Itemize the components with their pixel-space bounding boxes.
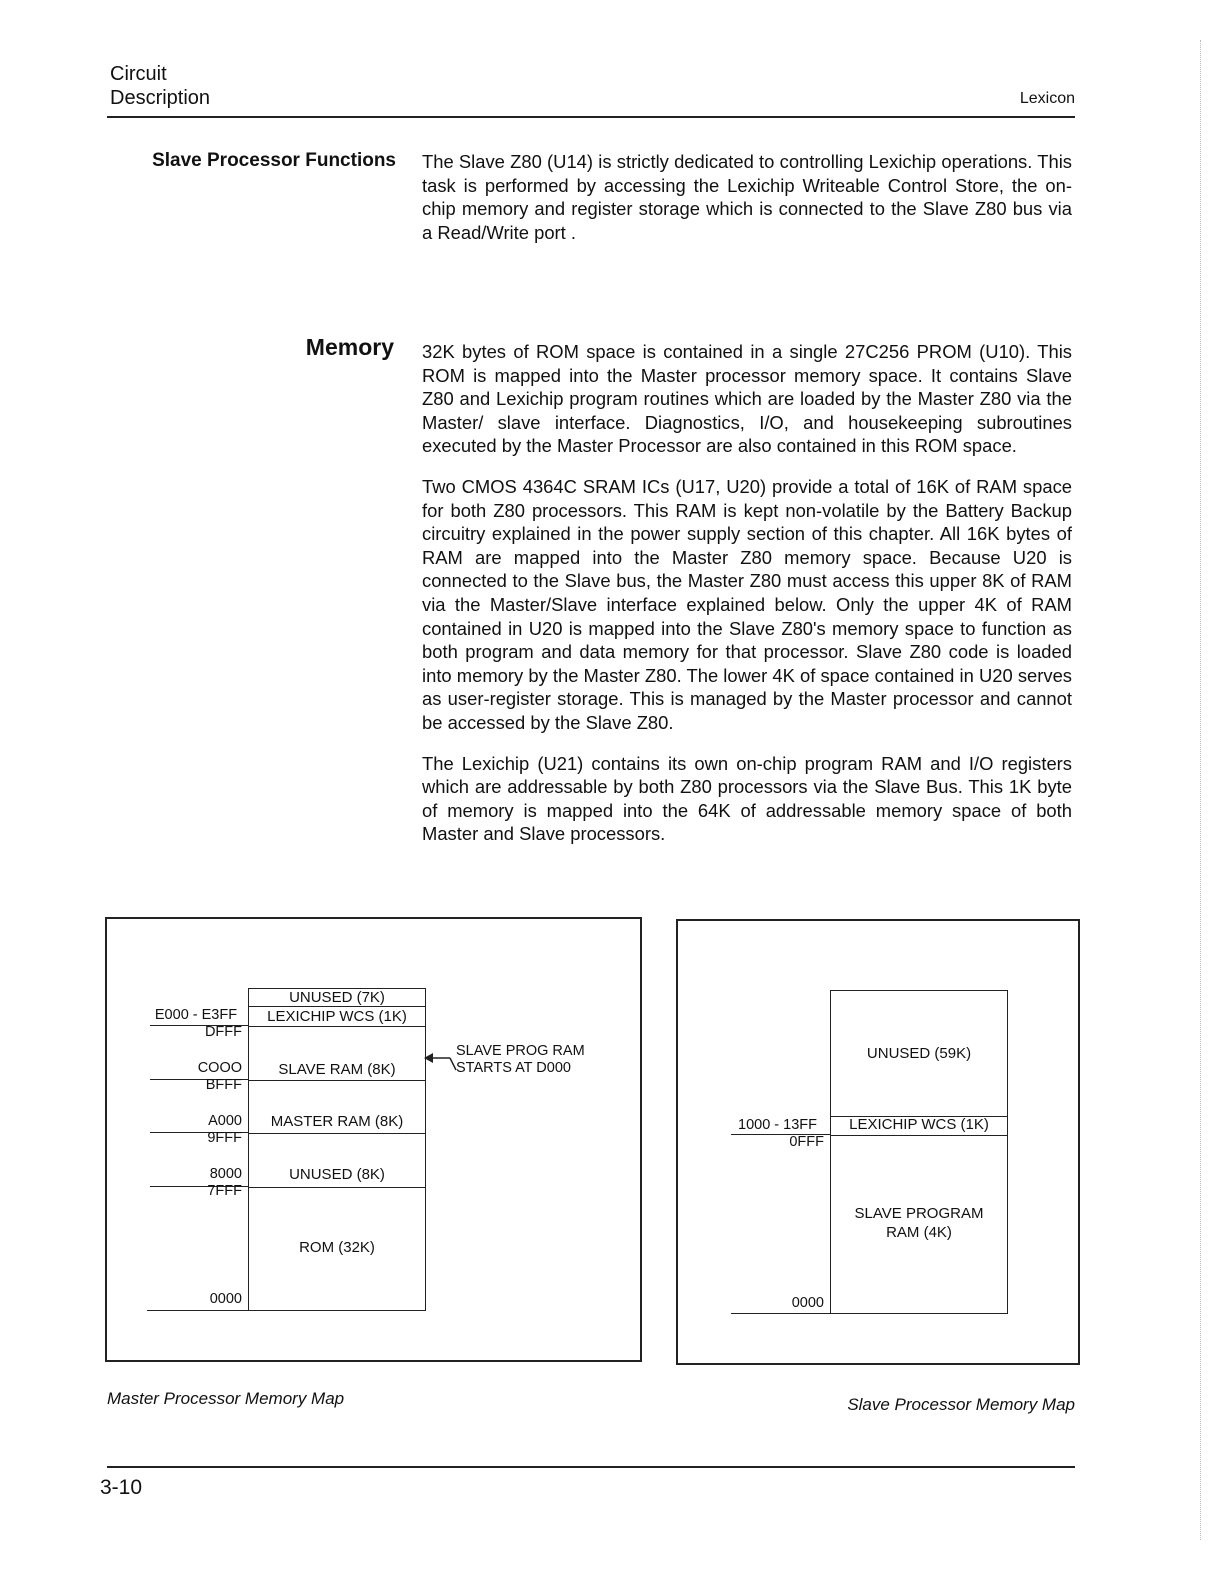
slave-divider <box>731 1313 830 1314</box>
slave-functions-heading: Slave Processor Functions <box>152 150 396 171</box>
memory-body <box>422 340 1072 863</box>
slave-address-1000: 1000 - 13FF <box>738 1117 817 1133</box>
memory-paragraph-lexichip: The Lexichip (U21) contains its own on-chip program RAM and I/O registers which are addressable by both Z80 processors via the Slave Bus. This 1K byte of memory is mapped into the 64K of addressable memory space of both Master and Slave processors. <box>422 752 1072 845</box>
slave-block-program-ram-line2: RAM (4K) <box>886 1224 952 1241</box>
slave-block-unused-59k: UNUSED (59K) <box>830 990 1008 1116</box>
slave-address-0fff: 0FFF <box>789 1134 824 1150</box>
slave-address-0000: 0000 <box>791 1295 824 1311</box>
section-title <box>110 62 210 110</box>
master-address-bfff: BFFF <box>205 1077 242 1093</box>
slave-prog-ram-note-line1: SLAVE PROG RAM <box>456 1043 585 1059</box>
slave-map-caption: Slave Processor Memory Map <box>847 1395 1075 1414</box>
brand-label: Lexicon <box>1019 90 1075 107</box>
master-map-caption: Master Processor Memory Map <box>107 1389 345 1408</box>
memory-paragraph-rom: 32K bytes of ROM space is contained in a single 27C256 PROM (U10). This ROM is mapped into the Master processor memory space. It contains Slave Z80 and Lexichip program routines which are loaded by the Master Z80 via the Master/ slave interface. Diagnostics, I/O, and housekeeping subroutines executed by the Master Processor are also contained in this ROM space. <box>422 341 1072 457</box>
slave-functions-paragraph: The Slave Z80 (U14) is strictly dedicated to controlling Lexichip operations. This task is performed by accessing the Lexichip Writeable Control Store, the on-chip memory and register storage which is connected to the Slave Z80 bus via a Read/Write port . <box>422 151 1072 243</box>
master-address-9fff: 9FFF <box>207 1130 242 1146</box>
section-title-line1: Circuit <box>110 63 167 85</box>
memory-heading: Memory <box>305 334 394 360</box>
scan-edge <box>1200 40 1202 1540</box>
master-block-lexichip-wcs: LEXICHIP WCS (1K) <box>248 1006 426 1026</box>
slave-block-program-ram-line1: SLAVE PROGRAM <box>854 1205 984 1222</box>
slave-prog-ram-note-line2: STARTS AT D000 <box>456 1060 571 1076</box>
master-block-unused-8k: UNUSED (8K) <box>248 1133 426 1187</box>
master-address-8000: 8000 <box>209 1166 242 1182</box>
section-title-line2: Description <box>110 87 211 109</box>
master-divider <box>147 1310 248 1311</box>
master-address-c000: COOO <box>197 1060 242 1076</box>
header-rule <box>107 116 1075 118</box>
master-address-a000: A000 <box>208 1113 242 1129</box>
footer-rule <box>107 1466 1075 1468</box>
master-block-rom: ROM (32K) <box>248 1187 426 1311</box>
master-block-unused-7k: UNUSED (7K) <box>248 988 426 1006</box>
master-block-slave-ram: SLAVE RAM (8K) <box>248 1026 426 1080</box>
master-block-master-ram: MASTER RAM (8K) <box>248 1080 426 1133</box>
master-address-0000: 0000 <box>209 1291 242 1307</box>
slave-functions-body <box>422 150 1072 261</box>
page-number: 3-10 <box>100 1476 143 1499</box>
memory-paragraph-sram: Two CMOS 4364C SRAM ICs (U17, U20) provide a total of 16K of RAM space for both Z80 processors. This RAM is kept non-volatile by the Battery Backup circuitry explained in the power supply section of this chapter. All 16K bytes of RAM are mapped into the Master Z80 memory space. Because U20 is connected to the Slave bus, the Master Z80 must access this upper 8K of RAM via the Master/Slave interface explained below. Only the upper 4K of RAM contained in U20 is mapped into the Slave Z80's memory space to function as both program and data memory for that processor. Slave Z80 code is loaded into memory by the Master Z80. The lower 4K of space contained in U20 serves as user-register storage. This is managed by the Master processor and cannot be accessed by the Slave Z80. <box>422 475 1072 733</box>
master-address-dfff: DFFF <box>204 1024 242 1040</box>
slave-block-program-ram <box>830 1135 1008 1314</box>
master-address-7fff: 7FFF <box>207 1183 242 1199</box>
master-address-e000: E000 - E3FF <box>154 1007 238 1023</box>
left-arrow-icon <box>420 1048 460 1074</box>
slave-block-lexichip-wcs: LEXICHIP WCS (1K) <box>830 1116 1008 1135</box>
